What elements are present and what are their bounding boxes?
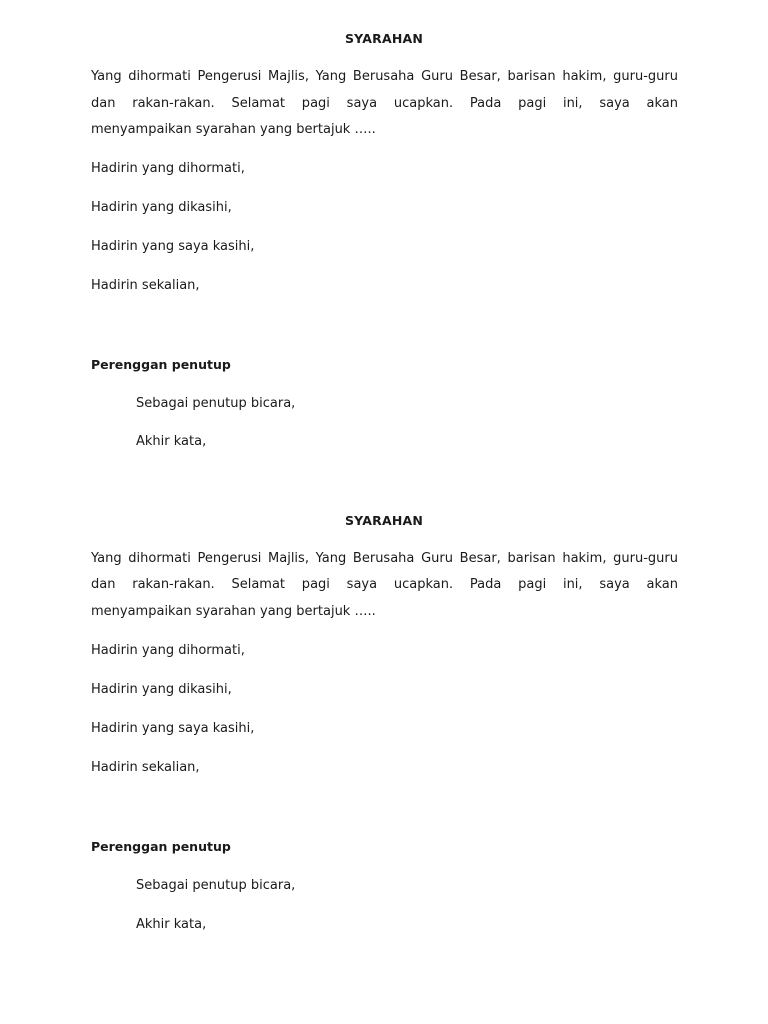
section-title: SYARAHAN bbox=[344, 513, 424, 528]
section-title: SYARAHAN bbox=[344, 31, 424, 46]
closing-heading: Perenggan penutup bbox=[91, 357, 231, 372]
intro-line: menyampaikan syarahan yang bertajuk ….. bbox=[91, 604, 376, 619]
greeting-line: Hadirin yang dihormati, bbox=[91, 161, 245, 176]
greeting-line: Hadirin yang saya kasihi, bbox=[91, 239, 255, 254]
closing-line: Akhir kata, bbox=[136, 434, 207, 449]
closing-line: Sebagai penutup bicara, bbox=[136, 396, 296, 411]
intro-line: Yang dihormati Pengerusi Majlis, Yang Berusaha Guru Besar, barisan hakim, guru-guru bbox=[91, 551, 678, 566]
closing-heading: Perenggan penutup bbox=[91, 839, 231, 854]
greeting-line: Hadirin sekalian, bbox=[91, 760, 200, 775]
intro-line: menyampaikan syarahan yang bertajuk ….. bbox=[91, 122, 376, 137]
greeting-line: Hadirin sekalian, bbox=[91, 278, 200, 293]
greeting-line: Hadirin yang saya kasihi, bbox=[91, 721, 255, 736]
intro-line: Yang dihormati Pengerusi Majlis, Yang Berusaha Guru Besar, barisan hakim, guru-guru bbox=[91, 69, 678, 84]
greeting-line: Hadirin yang dikasihi, bbox=[91, 682, 232, 697]
greeting-line: Hadirin yang dihormati, bbox=[91, 643, 245, 658]
greeting-line: Hadirin yang dikasihi, bbox=[91, 200, 232, 215]
intro-line: dan rakan-rakan. Selamat pagi saya ucapkan. Pada pagi ini, saya akan bbox=[91, 96, 678, 111]
intro-line: dan rakan-rakan. Selamat pagi saya ucapkan. Pada pagi ini, saya akan bbox=[91, 577, 678, 592]
closing-line: Sebagai penutup bicara, bbox=[136, 878, 296, 893]
closing-line: Akhir kata, bbox=[136, 917, 207, 932]
